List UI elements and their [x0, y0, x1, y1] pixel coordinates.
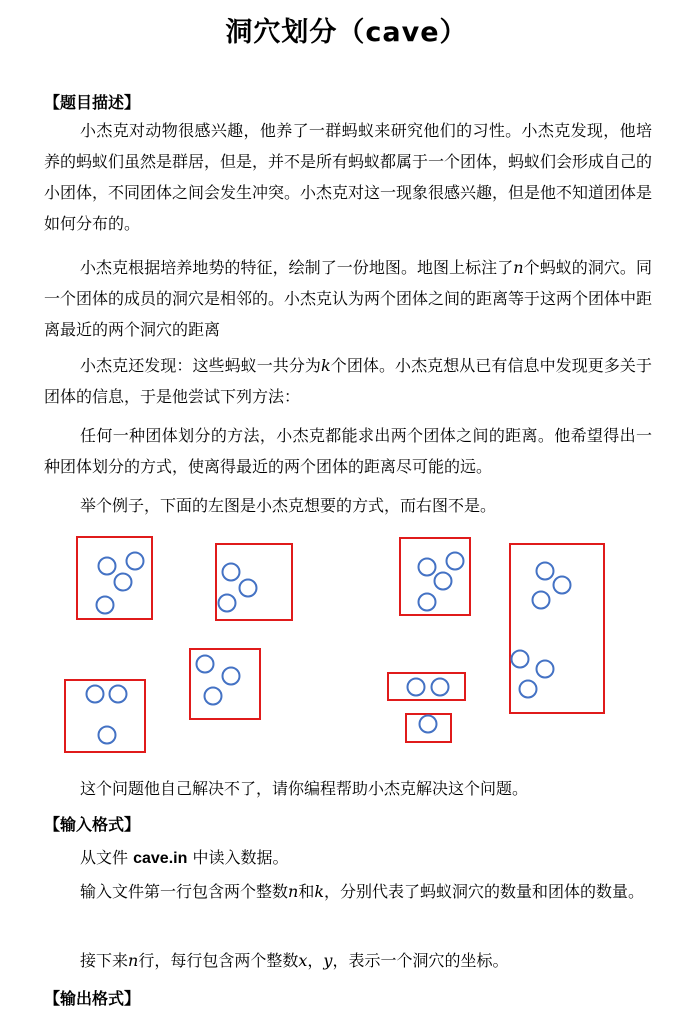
cave-circle	[537, 563, 554, 580]
paragraph-request: 这个问题他自己解决不了，请你编程帮助小杰克解决这个问题。	[80, 779, 529, 798]
cave-circle	[537, 661, 554, 678]
cave-circle	[435, 573, 452, 590]
page-title: 洞穴划分（cave）	[225, 17, 468, 48]
input-line-2-text-b: ，分别代表了蚂蚁洞穴的数量和团体的数量。	[324, 882, 645, 901]
cave-circle	[110, 686, 127, 703]
section-heading-output: 【输出格式】	[44, 989, 141, 1008]
cave-circle	[554, 577, 571, 594]
input-line-3-text-a: 接下来	[80, 951, 129, 970]
cave-circle	[520, 681, 537, 698]
input-line-3-text-c: ，表示一个洞穴的坐标。	[332, 951, 509, 970]
group-box	[388, 673, 465, 700]
input-line-2	[44, 876, 652, 907]
paragraph-groups-text-b: 个团体。小杰克想从已有信息中发现更多关于团体的信息，于是他尝试下列方法：	[44, 356, 652, 406]
example-figure	[0, 530, 693, 765]
cave-circle	[408, 679, 425, 696]
input-file-name: cave.in	[133, 850, 188, 867]
paragraph-groups	[44, 350, 652, 412]
cave-circle	[97, 597, 114, 614]
input-line-2-text-a: 输入文件第一行包含两个整数	[80, 882, 289, 901]
cave-circle	[419, 559, 436, 576]
cave-circle	[99, 727, 116, 744]
input-line-3	[44, 951, 652, 971]
cave-circle	[419, 594, 436, 611]
cave-circle	[87, 686, 104, 703]
input-line-3-comma: ，	[307, 951, 324, 970]
section-heading-input: 【输入格式】	[44, 815, 141, 834]
paragraph-map	[44, 252, 652, 345]
var-y: y	[323, 951, 333, 970]
paragraph-goal: 任何一种团体划分的方法，小杰克都能求出两个团体之间的距离。他希望得出一种团体划分的方式，使离得最近的两个团体的距离尽可能的远。	[44, 426, 652, 476]
paragraph-map-text-b: 个蚂蚁的洞穴。同一个团体的成员的洞穴是相邻的。小杰克认为两个团体之间的距离等于这两个团体中距离最近的两个洞穴的距离	[44, 258, 653, 339]
input-line-3-text-b: 行，每行包含两个整数	[138, 951, 299, 970]
cave-circle	[127, 553, 144, 570]
paragraph-map-text-a: 小杰克根据培养地势的特征，绘制了一份地图。地图上标注了	[80, 258, 514, 277]
var-n: n	[128, 951, 139, 970]
cave-circle	[512, 651, 529, 668]
var-x: x	[298, 951, 308, 970]
cave-circle	[223, 668, 240, 685]
input-line-1	[44, 848, 652, 869]
group-box	[406, 714, 451, 742]
cave-circle	[223, 564, 240, 581]
paragraph-intro: 小杰克对动物很感兴趣，他养了一群蚂蚁来研究他们的习性。小杰克发现，他培养的蚂蚁们虽然是群居，但是，并不是所有蚂蚁都属于一个团体，蚂蚁们会形成自己的小团体，不同团体之间会发生冲突。小杰克对这一现象很感兴趣，但是他不知道团体是如何分布的。	[44, 121, 653, 233]
var-n: n	[288, 882, 299, 901]
cave-circle	[115, 574, 132, 591]
cave-circle	[240, 580, 257, 597]
section-heading-description: 【题目描述】	[44, 93, 141, 112]
cave-circle	[99, 558, 116, 575]
input-line-1-text-b: 中读入数据。	[192, 848, 289, 867]
group-box	[65, 680, 145, 752]
cave-circle	[219, 595, 236, 612]
input-line-1-text-a: 从文件	[80, 848, 129, 867]
cave-circle	[533, 592, 550, 609]
group-box	[190, 649, 260, 719]
paragraph-example: 举个例子，下面的左图是小杰克想要的方式，而右图不是。	[80, 496, 497, 515]
var-k: k	[314, 882, 325, 901]
cave-circle	[197, 656, 214, 673]
input-line-2-and: 和	[298, 882, 315, 901]
cave-circle	[205, 688, 222, 705]
var-n: n	[513, 258, 524, 277]
cave-circle	[432, 679, 449, 696]
cave-circle	[420, 716, 437, 733]
paragraph-groups-text-a: 小杰克还发现：这些蚂蚁一共分为	[80, 356, 321, 375]
group-box	[510, 544, 604, 713]
cave-circle	[447, 553, 464, 570]
var-k: k	[320, 356, 331, 375]
